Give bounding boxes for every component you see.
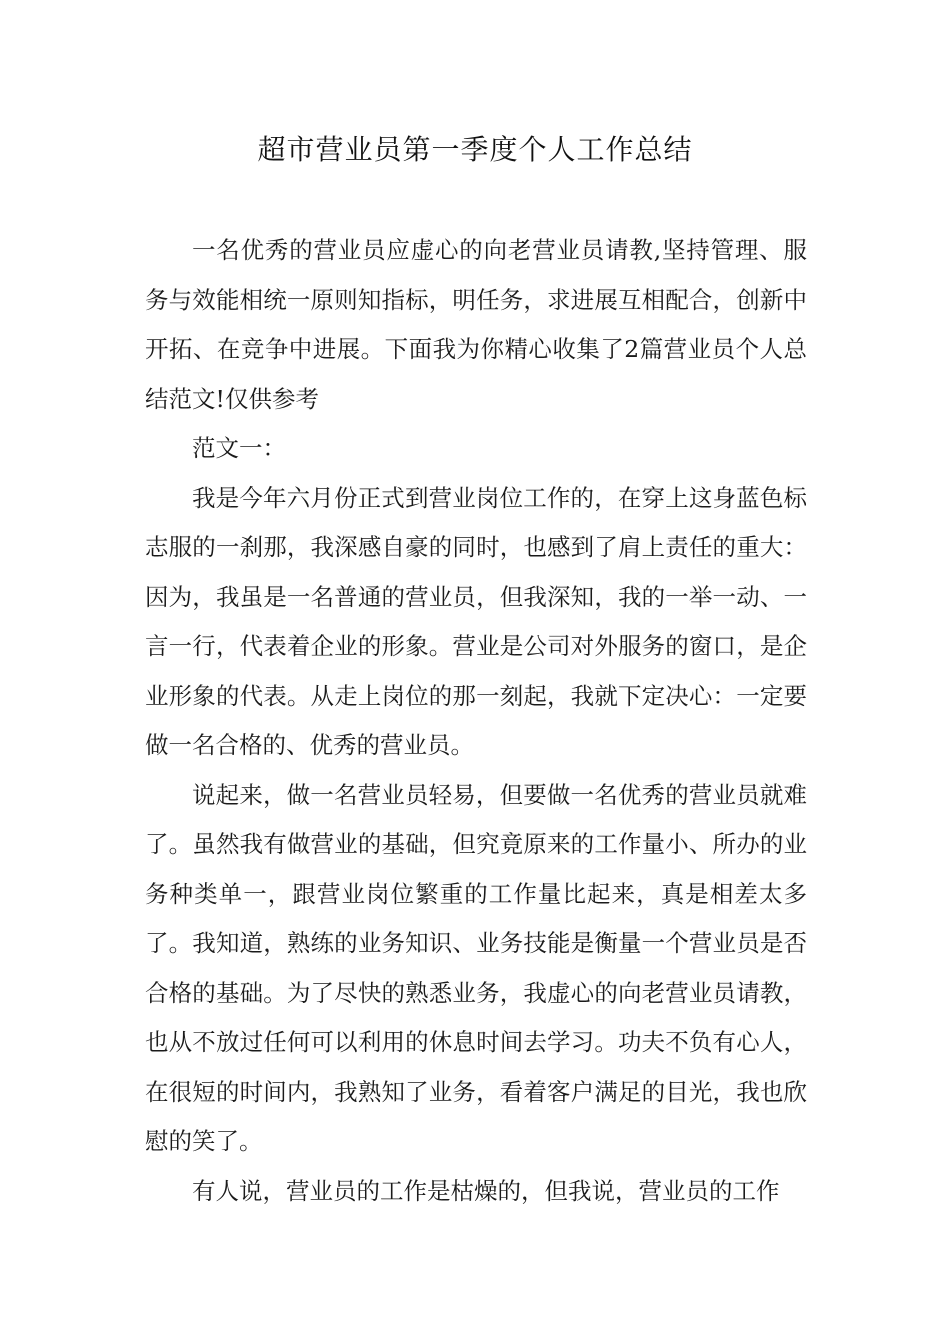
body-paragraph: 有人说，营业员的工作是枯燥的，但我说，营业员的工作	[192, 1176, 780, 1205]
document-body	[145, 226, 807, 1216]
body-paragraph: 我是今年六月份正式到营业岗位工作的，在穿上这身蓝色标志服的一刹那，我深感自豪的同时，也感到了肩上责任的重大：因为，我虽是一名普通的营业员，但我深知，我的一举一动、一言一行，代表着企业的形象。营业是公司对外服务的窗口，是企业形象的代表。从走上岗位的那一刻起，我就下定决心：一定要做一名合格的、优秀的营业员。	[145, 483, 807, 759]
body-paragraph: 说起来，做一名营业员轻易，但要做一名优秀的营业员就难了。虽然我有做营业的基础，但究竟原来的工作量小、所办的业务种类单一，跟营业岗位繁重的工作量比起来，真是相差太多了。我知道，熟练的业务知识、业务技能是衡量一个营业员是否合格的基础。为了尽快的熟悉业务，我虚心的向老营业员请教，也从不放过任何可以利用的休息时间去学习。功夫不负有心人，在很短的时间内，我熟知了业务，看着客户满足的目光，我也欣慰的笑了。	[145, 780, 807, 1155]
sample-heading: 范文一：	[192, 434, 286, 462]
intro-paragraph: 一名优秀的营业员应虚心的向老营业员请教,坚持管理、服务与效能相统一原则知指标，明任务，求进展互相配合，创新中开拓、在竞争中进展。下面我为你精心收集了2篇营业员个人总结范文!仅供参考	[145, 236, 807, 413]
document-title: 超市营业员第一季度个人工作总结	[257, 133, 693, 166]
